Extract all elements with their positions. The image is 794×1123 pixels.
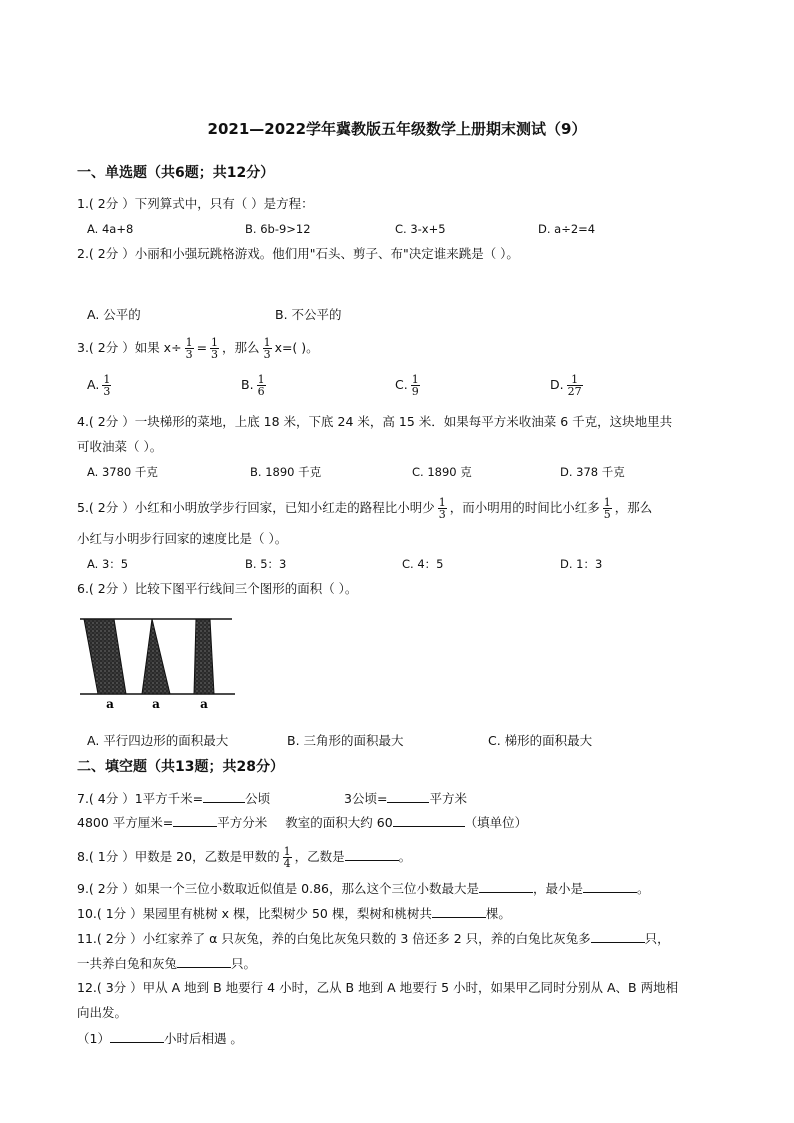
question-2: 2.( 2分 ）小丽和小强玩跳格游戏。他们用"石头、剪子、布"决定谁来跳是（ ）。 — [77, 246, 519, 261]
question-3 — [77, 337, 319, 360]
trapezoid-base-label: a — [200, 697, 208, 711]
q4-option-a[interactable]: A. 3780 千克 — [87, 465, 158, 479]
question-4-line-2: 可收油菜（ ）。 — [77, 439, 163, 454]
q6-option-a[interactable]: A. 平行四边形的面积最大 — [87, 733, 229, 748]
q4-option-d[interactable]: D. 378 千克 — [560, 465, 625, 479]
question-7-line-2: 4800 平方厘米= 平方分米 教室的面积大约 60 （填单位） — [77, 815, 528, 830]
question-7-line-1: 7.( 4分 ）1平方千米= 公顷 — [77, 791, 271, 806]
triangle-base-label: a — [152, 697, 160, 711]
question-5-line-2: 小红与小明步行回家的速度比是（ ）。 — [77, 531, 288, 546]
q4-option-c[interactable]: C. 1890 克 — [412, 465, 472, 479]
q1-option-d[interactable]: D. a÷2=4 — [538, 222, 596, 236]
question-4-line-1: 4.( 2分 ）一块梯形的菜地，上底 18 米，下底 24 米，高 15 米．如果每平方米收油菜 6 千克，这块地里共 — [77, 414, 673, 429]
q9-blank-2[interactable] — [583, 879, 637, 893]
q5-text-2: ，而小明用的时间比小红多 — [449, 500, 600, 515]
section-heading-single-choice: 一、单选题（共6题；共12分） — [77, 165, 275, 181]
triangle-shape — [142, 619, 170, 694]
q7-blank-4[interactable] — [393, 813, 465, 827]
question-1: 1.( 2分 ）下列算式中，只有（ ）是方程： — [77, 196, 314, 211]
section-heading-fill-in: 二、填空题（共13题；共28分） — [77, 759, 284, 775]
q3-text-4: x=( )。 — [274, 340, 319, 355]
q5-option-d[interactable]: D. 1：3 — [560, 557, 603, 571]
q1-option-c[interactable]: C. 3-x+5 — [395, 222, 446, 236]
q5-option-b[interactable]: B. 5：3 — [245, 557, 287, 571]
q6-option-b[interactable]: B. 三角形的面积最大 — [287, 733, 404, 748]
q5-fraction-2: $\frac{1}{5}$ — [603, 496, 611, 521]
q1-option-a[interactable]: A. 4a+8 — [87, 222, 134, 236]
q2-option-b[interactable]: B. 不公平的 — [275, 307, 342, 322]
question-8: 8.( 1分 ）甲数是 20，乙数是甲数的 $\frac{1}{4}$ ，乙数是 。 — [77, 845, 412, 870]
q8-fraction: $\frac{1}{4}$ — [283, 845, 291, 870]
question-12-line-2: 向出发。 — [77, 1005, 128, 1020]
q7-blank-3[interactable] — [173, 813, 217, 827]
q6-option-c[interactable]: C. 梯形的面积最大 — [488, 733, 593, 748]
q4-option-b[interactable]: B. 1890 千克 — [250, 465, 322, 479]
q5-text-3: ，那么 — [614, 500, 653, 515]
q3-option-d[interactable]: D. $\frac{1}{27}$ — [550, 373, 582, 398]
q5-text-1: 5.( 2分 ）小红和小明放学步行回家，已知小红走的路程比小明少 — [77, 500, 435, 515]
q5-option-a[interactable]: A. 3：5 — [87, 557, 129, 571]
parallelogram-base-label: a — [106, 697, 114, 711]
q3-fraction-3: $\frac{1}{3}$ — [263, 336, 271, 361]
q3-option-c[interactable]: C. $\frac{1}{9}$ — [395, 373, 419, 398]
q3-text-2: = — [196, 340, 208, 355]
question-5-line-1 — [77, 497, 652, 520]
question-9: 9.( 2分 ）如果一个三位小数取近似值是 0.86，那么这个三位小数最大是 ，最小是 。 — [77, 881, 650, 896]
q3-text-3: ，那么 — [222, 340, 260, 355]
q3-fraction-2: $\frac{1}{3}$ — [211, 336, 219, 361]
q5-fraction-1: $\frac{1}{3}$ — [438, 496, 446, 521]
q9-blank-1[interactable] — [479, 879, 533, 893]
page-title: 2021—2022学年冀教版五年级数学上册期末测试（9） — [207, 120, 587, 138]
trapezoid-shape — [194, 619, 214, 694]
q12-blank-1[interactable] — [110, 1029, 164, 1043]
q5-option-c[interactable]: C. 4：5 — [402, 557, 444, 571]
q3-text-1: 3.( 2分 ）如果 x÷ — [77, 340, 182, 355]
question-11-line-2: 一共养白兔和灰兔 只。 — [77, 956, 257, 971]
q2-option-a[interactable]: A. 公平的 — [87, 307, 141, 322]
q1-option-b[interactable]: B. 6b-9>12 — [245, 222, 311, 236]
question-12-sub-1: （1） 小时后相遇 。 — [77, 1031, 243, 1046]
parallelogram-shape — [84, 619, 126, 694]
question-12-line-1: 12.( 3分 ）甲从 A 地到 B 地要行 4 小时，乙从 B 地到 A 地要行 5 小时，如果甲乙同时分别从 A、B 两地相 — [77, 980, 679, 995]
q3-fraction-1: $\frac{1}{3}$ — [185, 336, 193, 361]
q10-blank[interactable] — [432, 904, 486, 918]
question-7-part-2: 3公顷= 平方米 — [344, 791, 467, 806]
q7-blank-2[interactable] — [387, 789, 429, 803]
q3-option-a[interactable]: A. $\frac{1}{3}$ — [87, 373, 111, 398]
q3-option-b[interactable]: B. $\frac{1}{6}$ — [241, 373, 265, 398]
question-10: 10.( 1分 ）果园里有桃树 x 棵，比梨树少 50 棵，梨树和桃树共 棵。 — [77, 906, 511, 921]
q11-blank-2[interactable] — [177, 954, 231, 968]
q7-blank-1[interactable] — [203, 789, 245, 803]
q11-blank-1[interactable] — [591, 929, 645, 943]
q8-blank[interactable] — [345, 847, 399, 861]
question-6: 6.( 2分 ）比较下图平行线间三个图形的面积（ ）。 — [77, 581, 358, 596]
parallel-lines-figure — [80, 614, 240, 714]
question-11-line-1: 11.( 2分 ）小红家养了 α 只灰兔，养的白兔比灰兔只数的 3 倍还多 2 只，养的白兔比灰兔多 只， — [77, 931, 670, 946]
